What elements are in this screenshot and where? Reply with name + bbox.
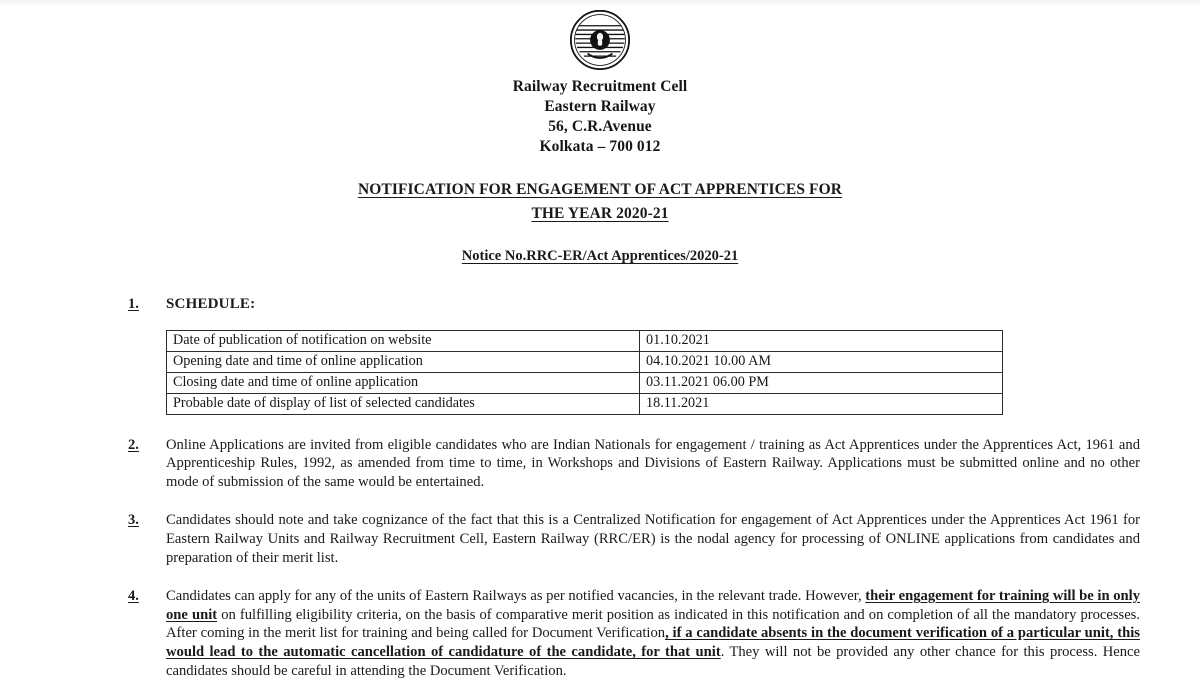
notice-number: Notice No.RRC-ER/Act Apprentices/2020-21: [461, 248, 739, 264]
schedule-value: 01.10.2021: [640, 330, 1003, 351]
table-row: [167, 372, 1003, 393]
page-title-line-1: NOTIFICATION FOR ENGAGEMENT OF ACT APPRENTICES FOR: [357, 181, 843, 198]
clause-4-segment-4: . They will not be provided any other chance for this process. Hence candidates should be careful in attending the Document Verification.: [166, 643, 1141, 679]
clause-number: 3.: [128, 512, 139, 529]
schedule-table: [166, 330, 1003, 415]
indian-railways-seal-icon: [569, 9, 631, 71]
table-row: [167, 393, 1003, 414]
clause-number: 1.: [128, 296, 139, 312]
letterhead-line-4: Kolkata – 700 012: [539, 138, 661, 155]
schedule-label: Closing date and time of online application: [167, 372, 640, 393]
letterhead-line-2: Eastern Railway: [544, 98, 656, 115]
clause-4-segment-2: on fulfilling eligibility criteria, on the basis of comparative merit position as indicated in this notification and on completion of all the mandatory processes. After coming in the merit list for training and being called for Document Verification: [166, 606, 1141, 642]
clause-number: 2.: [128, 436, 139, 453]
clause-3: [0, 511, 1200, 567]
clause-4-emphasis-1: their engagement for training will be in only one unit: [166, 588, 1140, 623]
clause-4-text: [166, 587, 1140, 680]
clause-2: [0, 436, 1200, 492]
schedule-label: Date of publication of notification on website: [167, 330, 640, 351]
table-row: [167, 351, 1003, 372]
page-title-line-2: THE YEAR 2020-21: [531, 205, 669, 222]
clause-2-text: Online Applications are invited from eligible candidates who are Indian Nationals for engagement / training as Act Apprentices under the Apprentices Act, 1961 and Apprenticeship Rules, 1992, as amended from time to time, in Workshops and Divisions of Eastern Railway. Applications must be submitted online and no other mode of submission of the same would be entertained.: [166, 436, 1140, 490]
clause-1-schedule: [0, 295, 1200, 314]
page-title: [0, 178, 1200, 226]
letterhead-line-1: Railway Recruitment Cell: [512, 78, 688, 95]
clause-4-emphasis-3: , if a candidate absents in the document verification of a particular unit, this would lead to the automatic cancellation of candidature of the candidate, for that unit: [166, 625, 1140, 660]
schedule-value: 18.11.2021: [640, 393, 1003, 414]
schedule-heading: SCHEDULE:: [166, 296, 256, 312]
schedule-value: 03.11.2021 06.00 PM: [640, 372, 1003, 393]
table-row: [167, 330, 1003, 351]
schedule-table-wrapper: [0, 330, 1200, 415]
clause-4-segment-0: Candidates can apply for any of the units of Eastern Railways as per notified vacancies, in the relevant trade. However,: [166, 588, 866, 605]
schedule-value: 04.10.2021 10.00 AM: [640, 351, 1003, 372]
letterhead-line-3: 56, C.R.Avenue: [548, 118, 652, 135]
schedule-label: Probable date of display of list of selected candidates: [167, 393, 640, 414]
letterhead: [0, 0, 1200, 157]
schedule-label: Opening date and time of online application: [167, 351, 640, 372]
clause-number: 4.: [128, 588, 139, 605]
clause-4: [0, 587, 1200, 680]
clause-3-text: Candidates should note and take cognizance of the fact that this is a Centralized Notification for engagement of Act Apprentices under the Apprentices Act 1961 for Eastern Railway Units and Railway Recruitment Cell, Eastern Railway (RRC/ER) is the nodal agency for processing of ONLINE applications from candidates and preparation of their merit list.: [166, 512, 1140, 566]
